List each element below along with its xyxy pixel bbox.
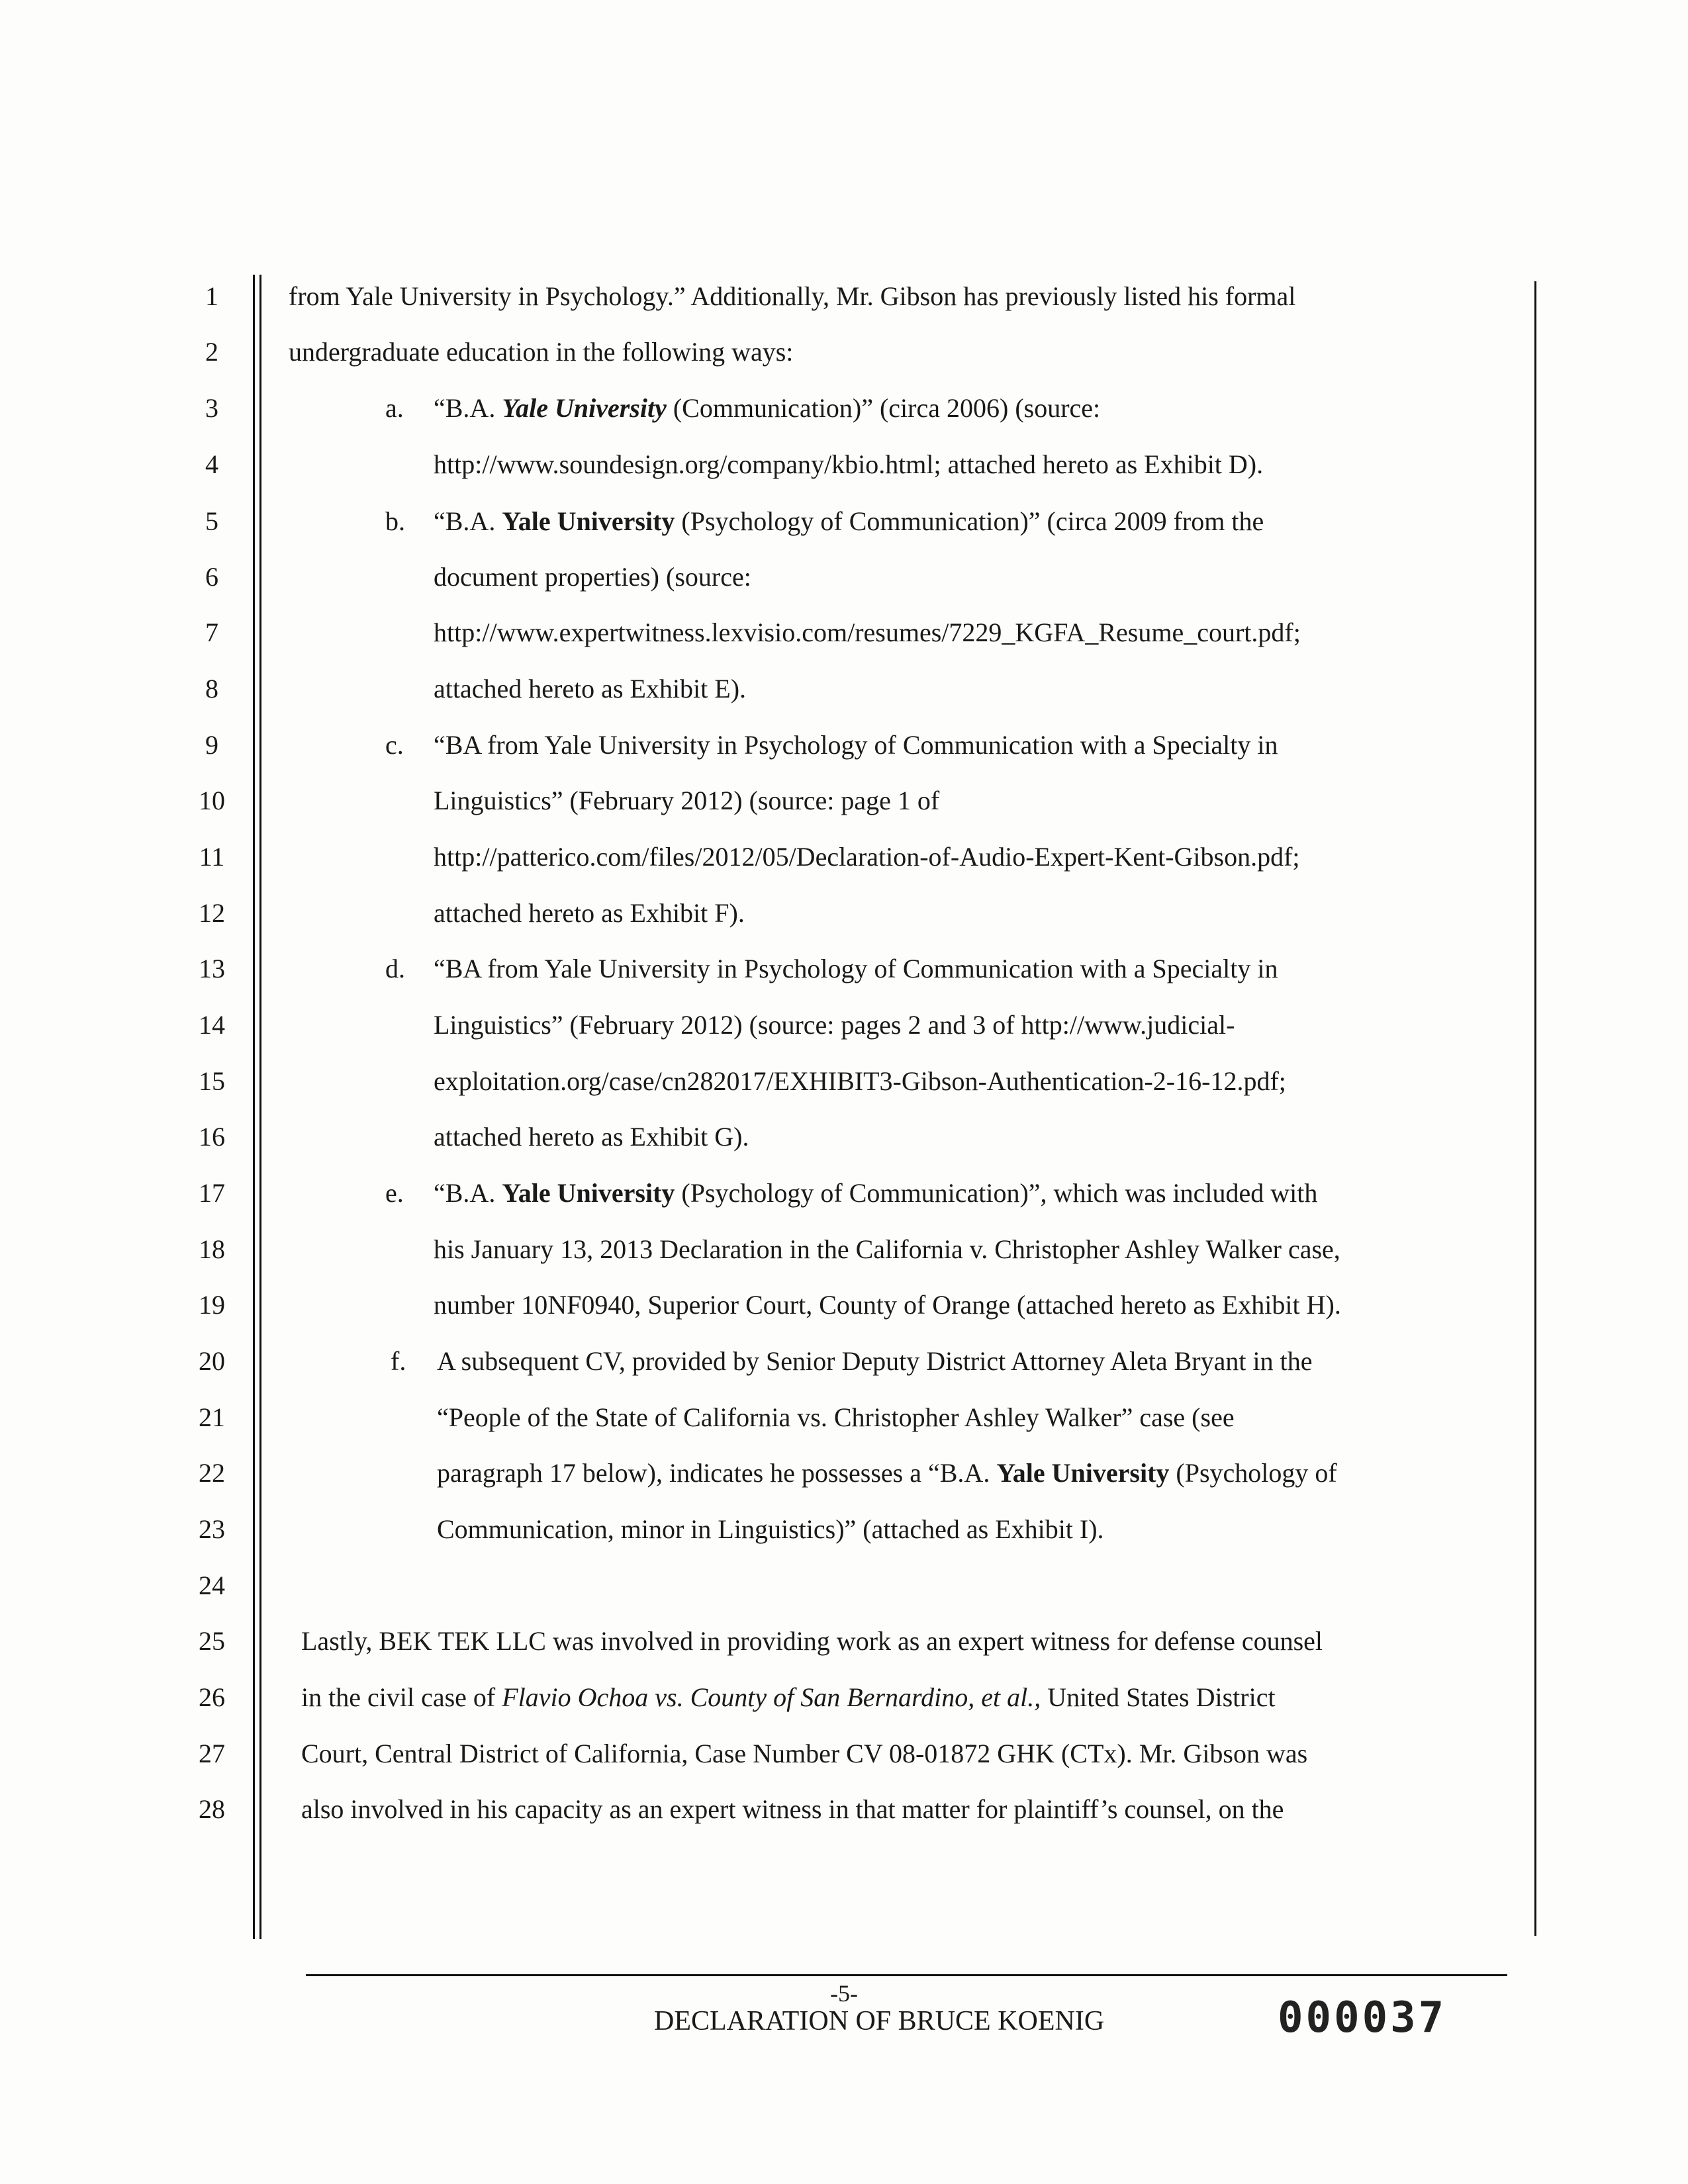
line-number: 6 [205, 562, 218, 592]
bates-number: 000037 [1278, 1993, 1447, 2042]
line-number: 23 [199, 1514, 225, 1544]
list-item-e-line: his January 13, 2013 Declaration in the California v. Christopher Ashley Walker case, [434, 1234, 1340, 1264]
line-number: 18 [199, 1234, 225, 1264]
line-number: 1 [205, 281, 218, 311]
case-name: Flavio Ochoa vs. County of San Bernardino, et al., [502, 1682, 1041, 1712]
line-number: 16 [199, 1122, 225, 1152]
line-number: 21 [199, 1402, 225, 1432]
list-item-c-line: Linguistics” (February 2012) (source: page 1 of [434, 786, 940, 815]
line-number: 24 [199, 1570, 225, 1600]
page-number: -5- [830, 1980, 858, 2007]
body-line: Court, Central District of California, Case Number CV 08-01872 GHK (CTx). Mr. Gibson was [301, 1739, 1308, 1768]
line-number: 4 [205, 449, 218, 479]
list-marker-d: d. [385, 954, 405, 983]
list-item-b-line: attached hereto as Exhibit E). [434, 674, 747, 704]
line-number: 15 [199, 1066, 225, 1096]
body-line: Lastly, BEK TEK LLC was involved in providing work as an expert witness for defense counsel [301, 1626, 1323, 1656]
list-item-f-line: “People of the State of California vs. Christopher Ashley Walker” case (see [437, 1402, 1235, 1432]
document-footer-title: DECLARATION OF BRUCE KOENIG [654, 2006, 1105, 2036]
list-item-d-line: exploitation.org/case/cn282017/EXHIBIT3-Gibson-Authentication-2-16-12.pdf; [434, 1066, 1286, 1096]
list-item-c-line: http://patterico.com/files/2012/05/Declaration-of-Audio-Expert-Kent-Gibson.pdf; [434, 842, 1300, 872]
line-number: 13 [199, 954, 225, 983]
list-marker-e: e. [385, 1178, 404, 1208]
line-number: 8 [205, 674, 218, 704]
emphasis: Yale University [502, 1178, 675, 1208]
line-number: 11 [199, 842, 225, 872]
list-item-d-line: Linguistics” (February 2012) (source: pages 2 and 3 of http://www.judicial- [434, 1010, 1235, 1040]
line-number: 7 [205, 617, 218, 647]
emphasis: Yale University [996, 1458, 1170, 1488]
emphasis: Yale University [502, 393, 667, 423]
body-line: from Yale University in Psychology.” Additionally, Mr. Gibson has previously listed his formal [289, 281, 1296, 311]
line-number: 20 [199, 1346, 225, 1376]
list-marker-a: a. [385, 393, 404, 423]
list-item-b-line: document properties) (source: [434, 562, 751, 592]
emphasis: Yale University [502, 506, 675, 536]
list-item-b-line: http://www.expertwitness.lexvisio.com/resumes/7229_KGFA_Resume_court.pdf; [434, 617, 1301, 647]
list-item-e-line: number 10NF0940, Superior Court, County of Orange (attached hereto as Exhibit H). [434, 1290, 1341, 1320]
line-number: 28 [199, 1794, 225, 1824]
line-number: 10 [199, 786, 225, 815]
line-number: 25 [199, 1626, 225, 1656]
list-marker-b: b. [385, 506, 405, 536]
line-number: 17 [199, 1178, 225, 1208]
line-number: 26 [199, 1682, 225, 1712]
list-item-a-line: http://www.soundesign.org/company/kbio.html; attached hereto as Exhibit D). [434, 449, 1264, 479]
list-item-d-line: attached hereto as Exhibit G). [434, 1122, 749, 1152]
list-item-f-line: paragraph 17 below), indicates he possesses a “B.A. Yale University (Psychology of [437, 1458, 1337, 1488]
line-number: 9 [205, 730, 218, 760]
line-number: 27 [199, 1739, 225, 1768]
body-line: also involved in his capacity as an expert witness in that matter for plaintiff’s counsel, on the [301, 1794, 1284, 1824]
line-number: 22 [199, 1458, 225, 1488]
left-margin-rule-2 [259, 275, 261, 1939]
line-number: 19 [199, 1290, 225, 1320]
list-item-f-line: Communication, minor in Linguistics)” (attached as Exhibit I). [437, 1514, 1104, 1544]
list-marker-f: f. [391, 1346, 406, 1376]
list-item-b-line: “B.A. Yale University (Psychology of Communication)” (circa 2009 from the [434, 506, 1264, 536]
footer-rule [306, 1974, 1507, 1976]
line-number: 12 [199, 898, 225, 928]
body-line: undergraduate education in the following ways: [289, 337, 794, 367]
line-number: 2 [205, 337, 218, 367]
body-line: in the civil case of Flavio Ochoa vs. County of San Bernardino, et al., United States District [301, 1682, 1276, 1712]
list-item-e-line: “B.A. Yale University (Psychology of Communication)”, which was included with [434, 1178, 1318, 1208]
list-item-a-line: “B.A. Yale University (Communication)” (circa 2006) (source: [434, 393, 1101, 423]
list-item-c-line: attached hereto as Exhibit F). [434, 898, 745, 928]
line-number: 14 [199, 1010, 225, 1040]
list-item-d-line: “BA from Yale University in Psychology of Communication with a Specialty in [434, 954, 1278, 983]
list-item-c-line: “BA from Yale University in Psychology of Communication with a Specialty in [434, 730, 1278, 760]
list-item-f-line: A subsequent CV, provided by Senior Deputy District Attorney Aleta Bryant in the [437, 1346, 1313, 1376]
right-margin-rule [1534, 281, 1536, 1936]
line-number: 3 [205, 393, 218, 423]
left-margin-rule-1 [253, 275, 255, 1939]
list-marker-c: c. [385, 730, 404, 760]
line-number: 5 [205, 506, 218, 536]
